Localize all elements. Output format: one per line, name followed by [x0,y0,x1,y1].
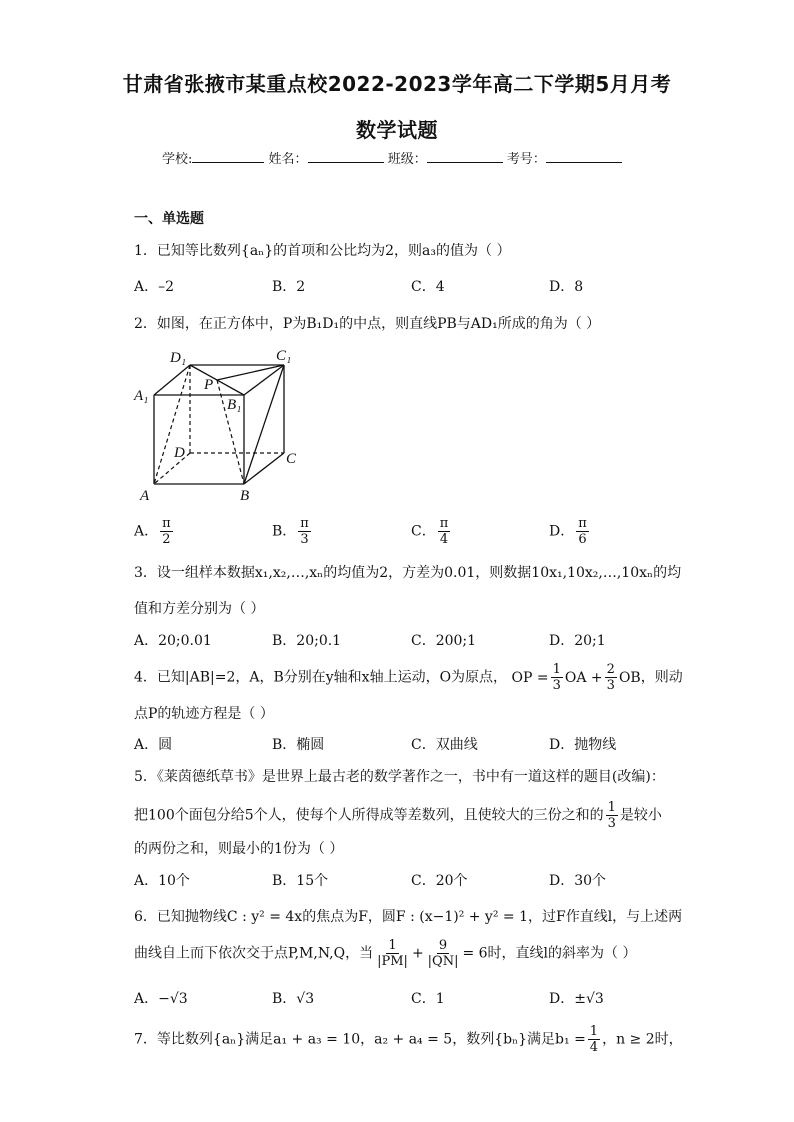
name-field[interactable] [308,148,384,163]
q3-option-a[interactable]: A．20;0.01 [134,633,212,649]
question-6-line2: 曲线自上而下依次交于点P,M,N,Q，当 $\frac{1}{|PM|}$ + $\frac{9}{|QN|}$ = 6时，直线l的斜率为（ ） [134,938,637,969]
vector-equation: OP = $\frac{1}{3}$ OA + $\frac{2}{3}$ OB [511,662,641,693]
question-4-line1: 4．已知|AB|=2，A，B分别在y轴和x轴上运动，O为原点， OP = $\frac{1}{3}$ OA + $\frac{2}{3}$ OB，则动 [134,662,683,693]
q2-option-b[interactable]: B． $\frac{\pi}{3}$ [272,516,309,547]
label-d1: D₁ [170,350,187,366]
question-6-line1: 6．已知抛物线C : y² = 4x的焦点为F，圆F : (x−1)² + y² = 1，过F作直线l，与上述两 [134,909,683,925]
school-label: 学校: [162,152,193,167]
label-a1: A₁ [134,388,149,404]
question-5-line3: 的两份之和，则最小的1份为（ ） [134,841,344,857]
question-3-line1: 3．设一组样本数据x₁,x₂,…,xₙ的均值为2，方差为0.01，则数据10x₁,10x₂,…,10xₙ的均 [134,565,682,581]
question-5-line2: 把100个面包分给5个人，使每个人所得成等差数列，且使较大的三份之和的 $\frac{1}{3}$ 是较小 [134,800,662,831]
q6-option-b[interactable]: B．√3 [272,991,315,1007]
q3-option-b[interactable]: B．20;0.1 [272,633,342,649]
class-field[interactable] [427,148,503,163]
q1-option-d[interactable]: D．8 [549,279,584,295]
q3-option-c[interactable]: C．200;1 [411,633,477,649]
question-2-text: 2．如图，在正方体中，P为B₁D₁的中点，则直线PB与AD₁所成的角为（ ） [134,316,601,332]
q5-option-b[interactable]: B．15个 [272,873,329,889]
label-b1: B₁ [227,397,242,413]
question-4-line2: 点P的轨迹方程是（ ） [134,706,274,722]
school-field[interactable] [192,148,264,163]
section-heading: 一、单选题 [134,211,204,227]
exam-number-field[interactable] [546,148,622,163]
q5-option-a[interactable]: A．10个 [134,873,190,889]
q1-option-a[interactable]: A．–2 [134,279,175,295]
q1-option-b[interactable]: B．2 [272,279,306,295]
q6-option-c[interactable]: C．1 [411,991,445,1007]
exam-number-label: 考号： [506,152,546,167]
q6-option-d[interactable]: D．±√3 [549,991,604,1007]
class-label: 班级： [387,152,427,167]
info-fields [162,148,622,167]
q3-option-d[interactable]: D．20;1 [549,633,606,649]
label-p: P [204,377,214,393]
q4-option-a[interactable]: A．圆 [134,737,173,753]
q4-option-d[interactable]: D．抛物线 [549,737,617,753]
q4-option-b[interactable]: B．椭圆 [272,737,325,753]
label-c1: C₁ [276,348,292,364]
label-c: C [286,451,297,467]
q1-option-c[interactable]: C．4 [411,279,445,295]
label-d: D [174,445,185,461]
question-7-line1: 7．等比数列{aₙ}满足a₁ + a₃ = 10，a₂ + a₄ = 5，数列{bₙ}满足b₁ = $\frac{1}{4}$ ，n ≥ 2时， [134,1024,683,1055]
q4-option-c[interactable]: C．双曲线 [411,737,478,753]
label-a: A [140,488,150,504]
q6-option-a[interactable]: A．−√3 [134,991,188,1007]
q2-option-c[interactable]: C． $\frac{\pi}{4}$ [411,516,449,547]
question-5-line1: 5．《莱茵德纸草书》是世界上最古老的数学著作之一，书中有一道这样的题目(改编)： [134,769,665,785]
page-subtitle: 数学试题 [356,118,438,142]
q2-option-a[interactable]: A． $\frac{\pi}{2}$ [134,516,171,547]
question-3-line2: 值和方差分别为（ ） [134,601,265,617]
page-title: 甘肃省张掖市某重点校2022-2023学年高二下学期5月月考 [122,72,672,96]
q2-option-d[interactable]: D． $\frac{\pi}{6}$ [549,516,587,547]
name-label: 姓名： [268,152,308,167]
q5-option-c[interactable]: C．20个 [411,873,468,889]
cube-figure [130,344,310,506]
label-b: B [240,488,250,504]
question-1-text: 1．已知等比数列{aₙ}的首项和公比均为2，则a₃的值为（ ） [134,243,511,259]
q5-option-d[interactable]: D．30个 [549,873,607,889]
